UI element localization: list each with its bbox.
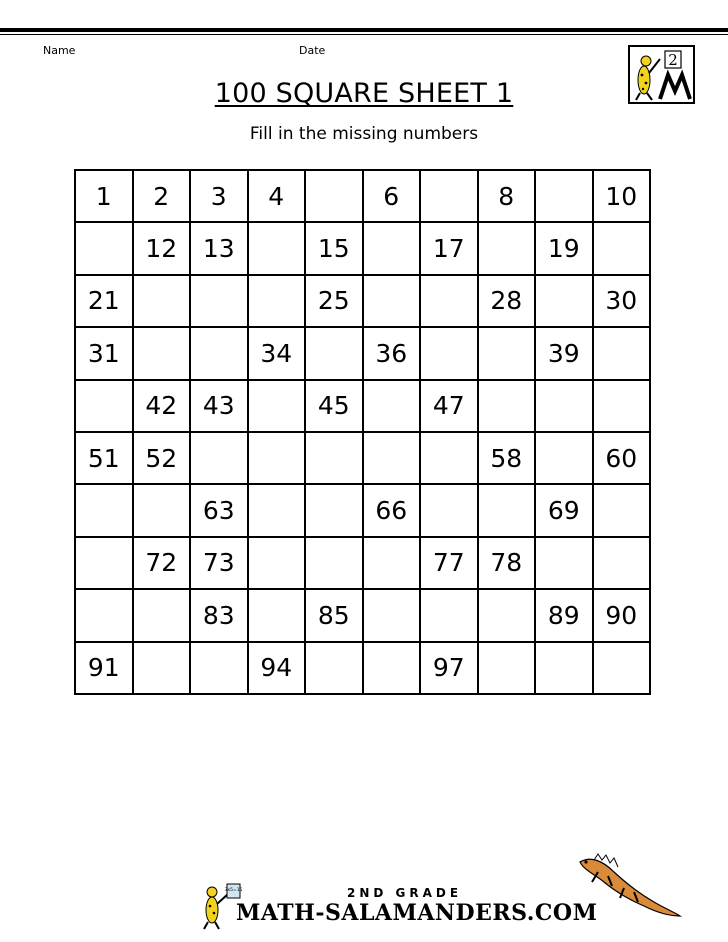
grid-cell-blank[interactable]	[305, 327, 363, 379]
grid-cell[interactable]: 4	[248, 170, 306, 222]
grid-cell-blank[interactable]	[535, 537, 593, 589]
grid-cell[interactable]: 91	[75, 642, 133, 694]
grid-cell-blank[interactable]	[593, 484, 651, 536]
grid-cell[interactable]: 77	[420, 537, 478, 589]
grid-cell-blank[interactable]	[363, 222, 421, 274]
mini-sign: 3x5=15	[224, 888, 243, 893]
grid-row	[75, 275, 650, 327]
grid-cell-blank[interactable]	[593, 222, 651, 274]
grid-cell-blank[interactable]	[420, 432, 478, 484]
grid-cell[interactable]: 36	[363, 327, 421, 379]
newt-icon	[572, 850, 682, 920]
grid-row	[75, 537, 650, 589]
grid-cell[interactable]: 45	[305, 380, 363, 432]
grid-cell[interactable]: 21	[75, 275, 133, 327]
grid-cell[interactable]: 12	[133, 222, 191, 274]
grid-cell-blank[interactable]	[420, 589, 478, 641]
newt-illustration	[572, 850, 682, 925]
grid-cell-blank[interactable]	[75, 589, 133, 641]
grid-cell[interactable]: 10	[593, 170, 651, 222]
grid-row	[75, 589, 650, 641]
grid-cell-blank[interactable]	[363, 537, 421, 589]
grid-cell-blank[interactable]	[593, 380, 651, 432]
grid-cell[interactable]: 85	[305, 589, 363, 641]
grid-cell-blank[interactable]	[133, 327, 191, 379]
grid-cell-blank[interactable]	[363, 589, 421, 641]
grid-cell[interactable]: 47	[420, 380, 478, 432]
grid-cell-blank[interactable]	[133, 589, 191, 641]
grid-cell-blank[interactable]	[190, 642, 248, 694]
grid-cell[interactable]: 42	[133, 380, 191, 432]
grid-cell-blank[interactable]	[535, 275, 593, 327]
top-rule	[0, 28, 728, 32]
grid-cell-blank[interactable]	[133, 275, 191, 327]
grid-row	[75, 327, 650, 379]
grid-cell-blank[interactable]	[593, 327, 651, 379]
grid-cell[interactable]: 66	[363, 484, 421, 536]
grid-cell-blank[interactable]	[535, 380, 593, 432]
grid-cell[interactable]: 8	[478, 170, 536, 222]
grid-cell-blank[interactable]	[190, 327, 248, 379]
top-rule-thin	[0, 34, 728, 35]
grid-cell[interactable]: 34	[248, 327, 306, 379]
grid-cell[interactable]: 94	[248, 642, 306, 694]
grid-cell-blank[interactable]	[478, 222, 536, 274]
grid-cell-blank[interactable]	[478, 327, 536, 379]
grid-row	[75, 222, 650, 274]
grid-cell-blank[interactable]	[478, 642, 536, 694]
grid-cell[interactable]: 90	[593, 589, 651, 641]
grid-cell-blank[interactable]	[248, 222, 306, 274]
grid-cell-blank[interactable]	[363, 432, 421, 484]
grid-row	[75, 484, 650, 536]
footer-grade: 2ND GRADE	[347, 886, 463, 900]
grid-cell-blank[interactable]	[535, 432, 593, 484]
name-label: Name	[43, 44, 76, 57]
date-label: Date	[299, 44, 326, 57]
grid-cell-blank[interactable]	[75, 222, 133, 274]
grid-cell[interactable]: 63	[190, 484, 248, 536]
grid-cell[interactable]: 83	[190, 589, 248, 641]
grid-cell-blank[interactable]	[190, 275, 248, 327]
footer-logo	[200, 880, 243, 935]
grid-cell[interactable]: 3	[190, 170, 248, 222]
grid-cell[interactable]: 17	[420, 222, 478, 274]
grid-cell-blank[interactable]	[420, 275, 478, 327]
grid-cell[interactable]: 30	[593, 275, 651, 327]
grid-cell-blank[interactable]	[593, 642, 651, 694]
grid-cell-blank[interactable]	[363, 642, 421, 694]
grid-cell-blank[interactable]	[75, 537, 133, 589]
grid-cell-blank[interactable]	[248, 537, 306, 589]
grid-cell[interactable]: 19	[535, 222, 593, 274]
grid-cell-blank[interactable]	[305, 170, 363, 222]
grid-cell-blank[interactable]	[535, 642, 593, 694]
instructions: Fill in the missing numbers	[249, 124, 479, 144]
grid-cell[interactable]: 60	[593, 432, 651, 484]
grid-cell[interactable]: 52	[133, 432, 191, 484]
grid-cell-blank[interactable]	[248, 484, 306, 536]
grid-cell-blank[interactable]	[363, 275, 421, 327]
grid-cell-blank[interactable]	[363, 380, 421, 432]
grid-cell-blank[interactable]	[248, 275, 306, 327]
grid-cell-blank[interactable]	[248, 589, 306, 641]
grid-cell-blank[interactable]	[305, 484, 363, 536]
page-title: 100 SQUARE SHEET 1	[214, 78, 514, 109]
grid-row	[75, 170, 650, 222]
grid-cell[interactable]: 89	[535, 589, 593, 641]
grid-cell-blank[interactable]	[593, 537, 651, 589]
grid-cell[interactable]: 13	[190, 222, 248, 274]
grid-cell-blank[interactable]	[248, 380, 306, 432]
grid-cell[interactable]: 15	[305, 222, 363, 274]
grid-cell-blank[interactable]	[190, 432, 248, 484]
grid-cell[interactable]: 2	[133, 170, 191, 222]
grid-cell-blank[interactable]	[478, 380, 536, 432]
grid-cell-blank[interactable]	[248, 432, 306, 484]
grid-cell-blank[interactable]	[535, 170, 593, 222]
grid-cell[interactable]: 28	[478, 275, 536, 327]
grid-cell[interactable]: 69	[535, 484, 593, 536]
grid-cell-blank[interactable]	[420, 484, 478, 536]
grid-cell-blank[interactable]	[75, 484, 133, 536]
grid-cell[interactable]: 1	[75, 170, 133, 222]
grid-cell-blank[interactable]	[305, 537, 363, 589]
grid-cell-blank[interactable]	[305, 642, 363, 694]
grid-cell-blank[interactable]	[133, 642, 191, 694]
grid-cell-blank[interactable]	[420, 170, 478, 222]
grid-cell[interactable]: 51	[75, 432, 133, 484]
grid-cell[interactable]: 25	[305, 275, 363, 327]
grid-cell-blank[interactable]	[478, 484, 536, 536]
grid-cell[interactable]: 43	[190, 380, 248, 432]
grid-cell[interactable]: 58	[478, 432, 536, 484]
grid-cell[interactable]: 73	[190, 537, 248, 589]
grid-row	[75, 432, 650, 484]
grid-cell-blank[interactable]	[420, 327, 478, 379]
grid-row	[75, 642, 650, 694]
badge-number: 2	[668, 51, 678, 69]
grid-cell[interactable]: 39	[535, 327, 593, 379]
grid-cell-blank[interactable]	[305, 432, 363, 484]
salamander-mascot-icon	[200, 880, 243, 930]
grid-cell[interactable]: 6	[363, 170, 421, 222]
grid-cell[interactable]: 97	[420, 642, 478, 694]
hundred-square-grid	[74, 169, 651, 695]
grid-cell[interactable]: 78	[478, 537, 536, 589]
grid-cell[interactable]: 72	[133, 537, 191, 589]
grid-cell-blank[interactable]	[478, 589, 536, 641]
grid-cell[interactable]: 31	[75, 327, 133, 379]
footer-site-link[interactable]: MATH-SALAMANDERS.COM	[236, 900, 598, 926]
grid-cell-blank[interactable]	[75, 380, 133, 432]
grid-row	[75, 380, 650, 432]
grid-cell-blank[interactable]	[133, 484, 191, 536]
